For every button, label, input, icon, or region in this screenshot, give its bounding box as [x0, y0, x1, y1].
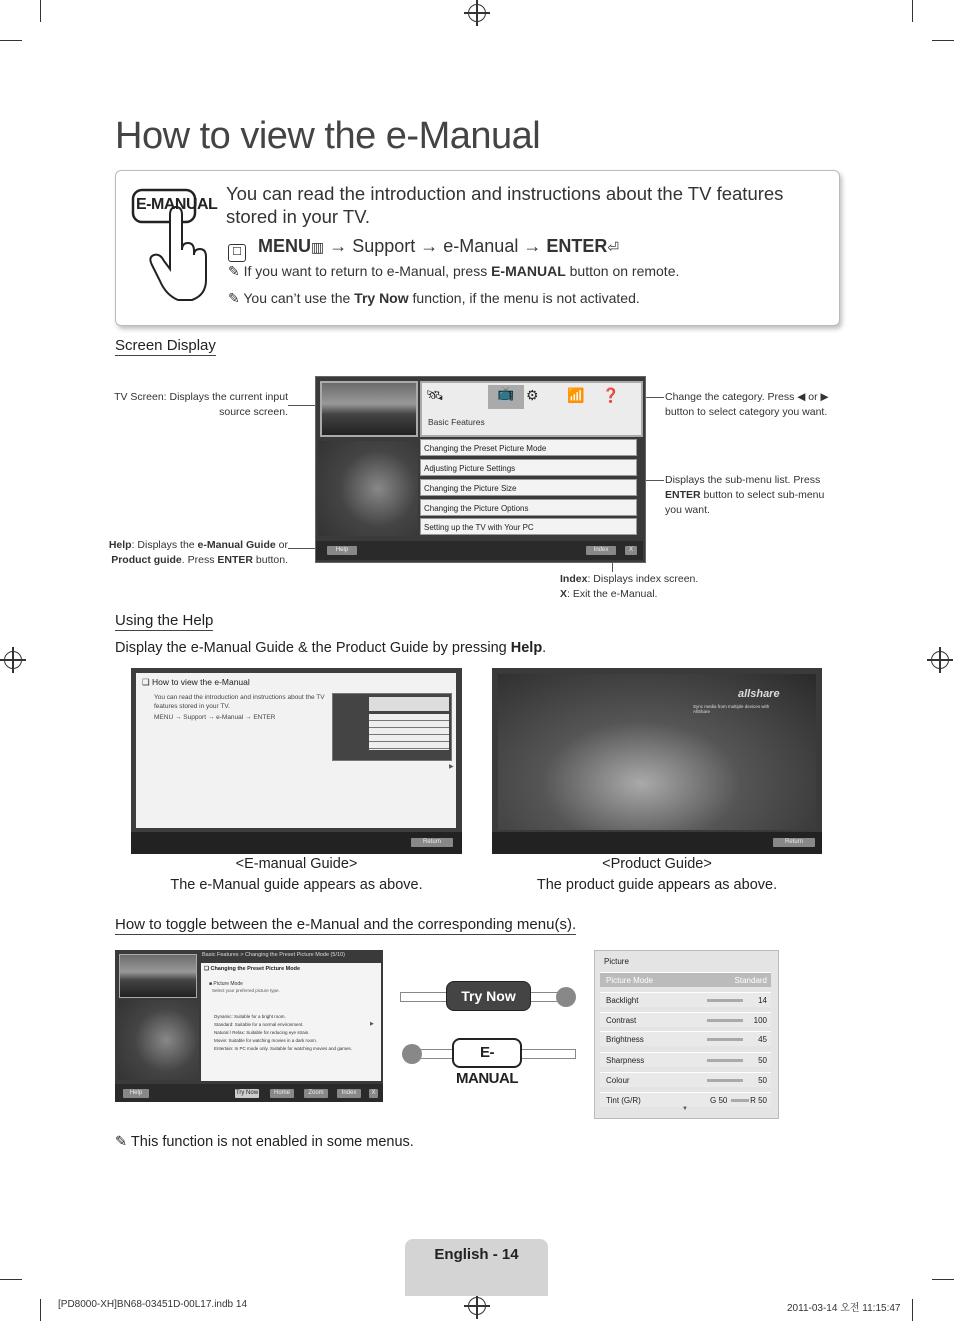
- page-number: English - 14: [434, 1246, 519, 1263]
- registration-mark-icon: [468, 4, 486, 22]
- decorative-graphic: [117, 1000, 199, 1080]
- tv-screen-note: TV Screen: Displays the current input source screen.: [114, 391, 288, 418]
- crop-mark: [40, 0, 41, 22]
- submenu-note: Displays the sub-menu list. Press ENTER button to select sub-menu you want.: [665, 474, 825, 516]
- next-arrow-icon[interactable]: ▶: [370, 1021, 374, 1027]
- enter-label: ENTER: [546, 236, 608, 256]
- colour-slider[interactable]: [707, 1079, 743, 1082]
- return-button[interactable]: Return: [773, 838, 815, 847]
- home-button[interactable]: Home: [270, 1089, 294, 1098]
- help-button[interactable]: Help: [123, 1089, 149, 1098]
- crop-mark: [40, 1299, 41, 1321]
- submenu-item[interactable]: Setting up the TV with Your PC: [420, 518, 637, 535]
- try-now-label: Try Now: [446, 981, 531, 1011]
- colour-row[interactable]: Colour 50: [600, 1072, 771, 1087]
- intro-text: You can read the introduction and instructions about the TV features stored in your TV.: [226, 183, 784, 227]
- decorative-graphic: [318, 441, 418, 536]
- pencil-icon: ✎: [228, 290, 244, 306]
- doc-line2: Select your preferred picture type.: [212, 988, 280, 993]
- picture-header: Picture: [604, 957, 629, 966]
- doc-bullet: Dynamic: Suitable for a bright room.: [214, 1014, 286, 1019]
- help-note: Help: Displays the e-Manual Guide or Product guide. Press ENTER button.: [108, 539, 288, 566]
- crop-mark: [0, 40, 22, 41]
- timestamp: 2011-03-14 오전 11:15:47: [787, 1303, 901, 1314]
- menu-label: MENU: [258, 236, 311, 256]
- backlight-slider[interactable]: [707, 999, 743, 1002]
- note-return: ✎ If you want to return to e-Manual, press E-MANUAL button on remote.: [228, 263, 680, 279]
- registration-mark-icon: [468, 1297, 486, 1315]
- sharpness-row[interactable]: Sharpness 50: [600, 1052, 771, 1067]
- leader-line: [288, 405, 318, 406]
- note-try-now: ✎ You can’t use the Try Now function, if the menu is not activated.: [228, 290, 640, 306]
- caption-title: <Product Guide>: [602, 856, 712, 872]
- allshare-graphic: [498, 674, 816, 830]
- next-arrow-icon[interactable]: ▶: [449, 764, 454, 770]
- menu-icon: ▥: [311, 239, 325, 255]
- scroll-down-icon[interactable]: ▼: [682, 1106, 688, 1112]
- tv-input-preview: [119, 954, 197, 998]
- doc-bullet: Entertain: In PC mode only. Suitable for watching movies and games.: [214, 1046, 352, 1051]
- exit-button[interactable]: X: [625, 546, 637, 555]
- allshare-subtitle: Sync media from multiple devices with AllShare: [693, 704, 770, 714]
- pencil-icon: ✎: [115, 1134, 131, 1150]
- index-button[interactable]: Index: [586, 546, 616, 555]
- submenu-item[interactable]: Changing the Picture Size: [420, 479, 637, 496]
- category-icon-5[interactable]: ❓: [602, 387, 620, 403]
- pencil-icon: ✎: [228, 263, 244, 279]
- using-help-desc: Display the e-Manual Guide & the Product Guide by pressing Help.: [115, 640, 547, 656]
- crop-mark: [0, 1279, 22, 1280]
- brightness-slider[interactable]: [707, 1038, 743, 1041]
- category-title: Basic Features: [428, 417, 485, 427]
- category-icon-1[interactable]: 🛰: [426, 387, 444, 403]
- file-info: [PD8000-XH]BN68-03451D-00L17.indb 14: [58, 1299, 248, 1310]
- submenu-item[interactable]: Changing the Preset Picture Mode: [420, 439, 637, 456]
- guide-screenshot: [332, 693, 452, 761]
- caption-text: The product guide appears as above.: [536, 877, 778, 893]
- toggle-note: ✎ This function is not enabled in some menus.: [115, 1134, 414, 1150]
- doc-page: [201, 963, 381, 1081]
- crop-mark: [932, 40, 954, 41]
- category-icon-3[interactable]: ⚙: [526, 387, 539, 403]
- doc-line1: ■ Picture Mode: [209, 981, 243, 987]
- screen-display-heading: Screen Display: [115, 337, 216, 354]
- using-help-heading: Using the Help: [115, 612, 214, 629]
- sharpness-slider[interactable]: [707, 1059, 743, 1062]
- emanual-label: E-MANUAL: [452, 1038, 522, 1068]
- guide-text: You can read the introduction and instructions about the TV features stored in your TV.: [154, 694, 325, 710]
- zoom-button[interactable]: Zoom: [304, 1089, 328, 1098]
- arrow-right-icon: [556, 987, 576, 1007]
- category-icon-4[interactable]: 📶: [567, 387, 585, 403]
- enter-icon: ⏎: [607, 239, 620, 255]
- doc-bullet: Movie: Suitable for watching movies in a dark room.: [214, 1038, 318, 1043]
- toggle-heading: How to toggle between the e-Manual and the corresponding menu(s).: [115, 916, 577, 933]
- submenu-item[interactable]: Changing the Picture Options: [420, 499, 637, 516]
- guide-page: [136, 673, 456, 828]
- category-note: Change the category. Press ◀ or ▶ button to select category you want.: [665, 391, 829, 418]
- picture-mode-row[interactable]: Picture Mode Standard: [600, 972, 771, 987]
- picture-mode-value: Standard: [734, 976, 767, 985]
- tv-input-preview: [320, 381, 418, 437]
- try-now-button[interactable]: Try Now: [235, 1090, 259, 1096]
- tint-row[interactable]: Tint (G/R) G 50 R 50: [600, 1092, 771, 1107]
- doc-bullet: Natural / Relax: Suitable for reducing eye strain.: [214, 1030, 310, 1035]
- registration-mark-icon: [931, 651, 949, 669]
- crop-mark: [912, 0, 913, 22]
- submenu-item[interactable]: Adjusting Picture Settings: [420, 459, 637, 476]
- remote-icon: ☐: [228, 244, 246, 262]
- return-button[interactable]: Return: [411, 838, 453, 847]
- allshare-logo: allshare: [738, 688, 780, 700]
- doc-bullet: Standard: Suitable for a normal environment.: [214, 1022, 304, 1027]
- doc-title: ❑ Changing the Preset Picture Mode: [204, 966, 301, 972]
- contrast-slider[interactable]: [707, 1019, 743, 1022]
- tint-slider[interactable]: [731, 1099, 749, 1102]
- guide-title: ❑ How to view the e-Manual: [142, 677, 250, 687]
- crop-mark: [932, 1279, 954, 1280]
- guide-path: MENU → Support → e-Manual → ENTER: [154, 714, 276, 721]
- emanual-guide-screen: [131, 668, 462, 854]
- caption-product-guide: [492, 856, 822, 893]
- product-guide-screen: [492, 668, 822, 854]
- caption-title: <E-manual Guide>: [235, 856, 358, 872]
- help-button[interactable]: Help: [327, 546, 357, 555]
- toggle-emanual-screen: [115, 950, 383, 1102]
- contrast-row[interactable]: Contrast 100: [600, 1012, 771, 1027]
- caption-emanual-guide: [131, 856, 462, 893]
- registration-mark-icon: [4, 651, 22, 669]
- category-bar[interactable]: [420, 381, 643, 437]
- category-icon-2[interactable]: 📺: [488, 385, 524, 409]
- menu-path: [228, 236, 619, 262]
- backlight-row[interactable]: Backlight 14: [600, 992, 771, 1007]
- doc-bullets: [214, 1013, 352, 1053]
- crop-mark: [912, 1299, 913, 1321]
- index-button[interactable]: Index: [337, 1089, 361, 1098]
- exit-button[interactable]: X: [369, 1089, 378, 1098]
- page-title: How to view the e-Manual: [115, 115, 541, 157]
- index-note: Index: Displays index screen. X: Exit the e-Manual.: [560, 573, 699, 600]
- brightness-row[interactable]: Brightness 45: [600, 1031, 771, 1046]
- emanual-label: E-MANUAL: [136, 196, 218, 213]
- arrow-left-icon: [402, 1044, 422, 1064]
- breadcrumb: Basic Features > Changing the Preset Picture Mode (5/10): [202, 952, 345, 958]
- caption-text: The e-Manual guide appears as above.: [170, 877, 423, 893]
- menu-path-text: → Support → e-Manual →: [324, 236, 547, 256]
